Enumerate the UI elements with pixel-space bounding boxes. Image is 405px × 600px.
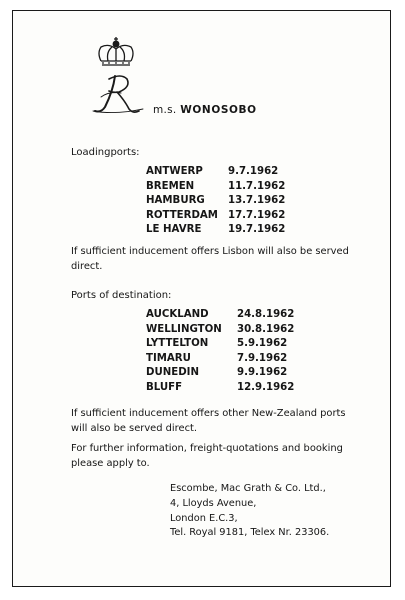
port-name: HAMBURG — [146, 195, 205, 207]
port-date: 9.7.1962 — [228, 166, 279, 177]
port-name: DUNEDIN — [146, 367, 199, 379]
port-name: BLUFF — [146, 381, 183, 393]
port-name: ANTWERP — [146, 166, 203, 177]
note-line: will also be served direct. — [71, 423, 198, 434]
new-zealand-note — [71, 406, 371, 436]
port-name: TIMARU — [146, 352, 191, 364]
port-name: WELLINGTON — [146, 323, 222, 335]
port-name: BREMEN — [146, 180, 195, 192]
ship-name: WONOSOBO — [180, 104, 257, 116]
lisbon-note — [71, 244, 371, 274]
agent-address — [170, 482, 329, 541]
loading-ports-heading: Loadingports: — [71, 147, 140, 158]
note-line: If sufficient inducement offers Lisbon will also be served — [71, 246, 349, 257]
port-date: 19.7.1962 — [228, 224, 286, 236]
port-date: 24.8.1962 — [237, 309, 295, 320]
info-line: please apply to. — [71, 458, 150, 469]
port-name: ROTTERDAM — [146, 209, 218, 221]
port-date: 30.8.1962 — [237, 323, 295, 335]
port-date: 13.7.1962 — [228, 195, 286, 207]
note-line: If sufficient inducement offers other New-Zealand ports — [71, 408, 346, 419]
ship-title — [153, 104, 257, 116]
ship-prefix: m.s. — [153, 104, 177, 116]
port-name: LE HAVRE — [146, 224, 202, 236]
port-name: LYTTELTON — [146, 338, 209, 350]
address-line: Tel. Royal 9181, Telex Nr. 23306. — [170, 527, 330, 539]
info-line: For further information, freight-quotations and booking — [71, 443, 343, 454]
crown-monogram-icon — [79, 31, 153, 121]
address-line: London E.C.3, — [170, 512, 238, 524]
port-date: 12.9.1962 — [237, 381, 295, 393]
port-name: AUCKLAND — [146, 309, 209, 320]
port-date: 5.9.1962 — [237, 338, 288, 350]
note-line: direct. — [71, 261, 103, 272]
port-date: 7.9.1962 — [237, 352, 288, 364]
port-date: 17.7.1962 — [228, 209, 286, 221]
booking-info — [71, 441, 371, 471]
address-line: 4, Lloyds Avenue, — [170, 497, 257, 509]
sailing-notice-card — [12, 10, 391, 587]
port-date: 11.7.1962 — [228, 180, 286, 192]
port-date: 9.9.1962 — [237, 367, 288, 379]
destination-ports-heading: Ports of destination: — [71, 290, 172, 301]
address-line: Escombe, Mac Grath & Co. Ltd., — [170, 483, 326, 494]
